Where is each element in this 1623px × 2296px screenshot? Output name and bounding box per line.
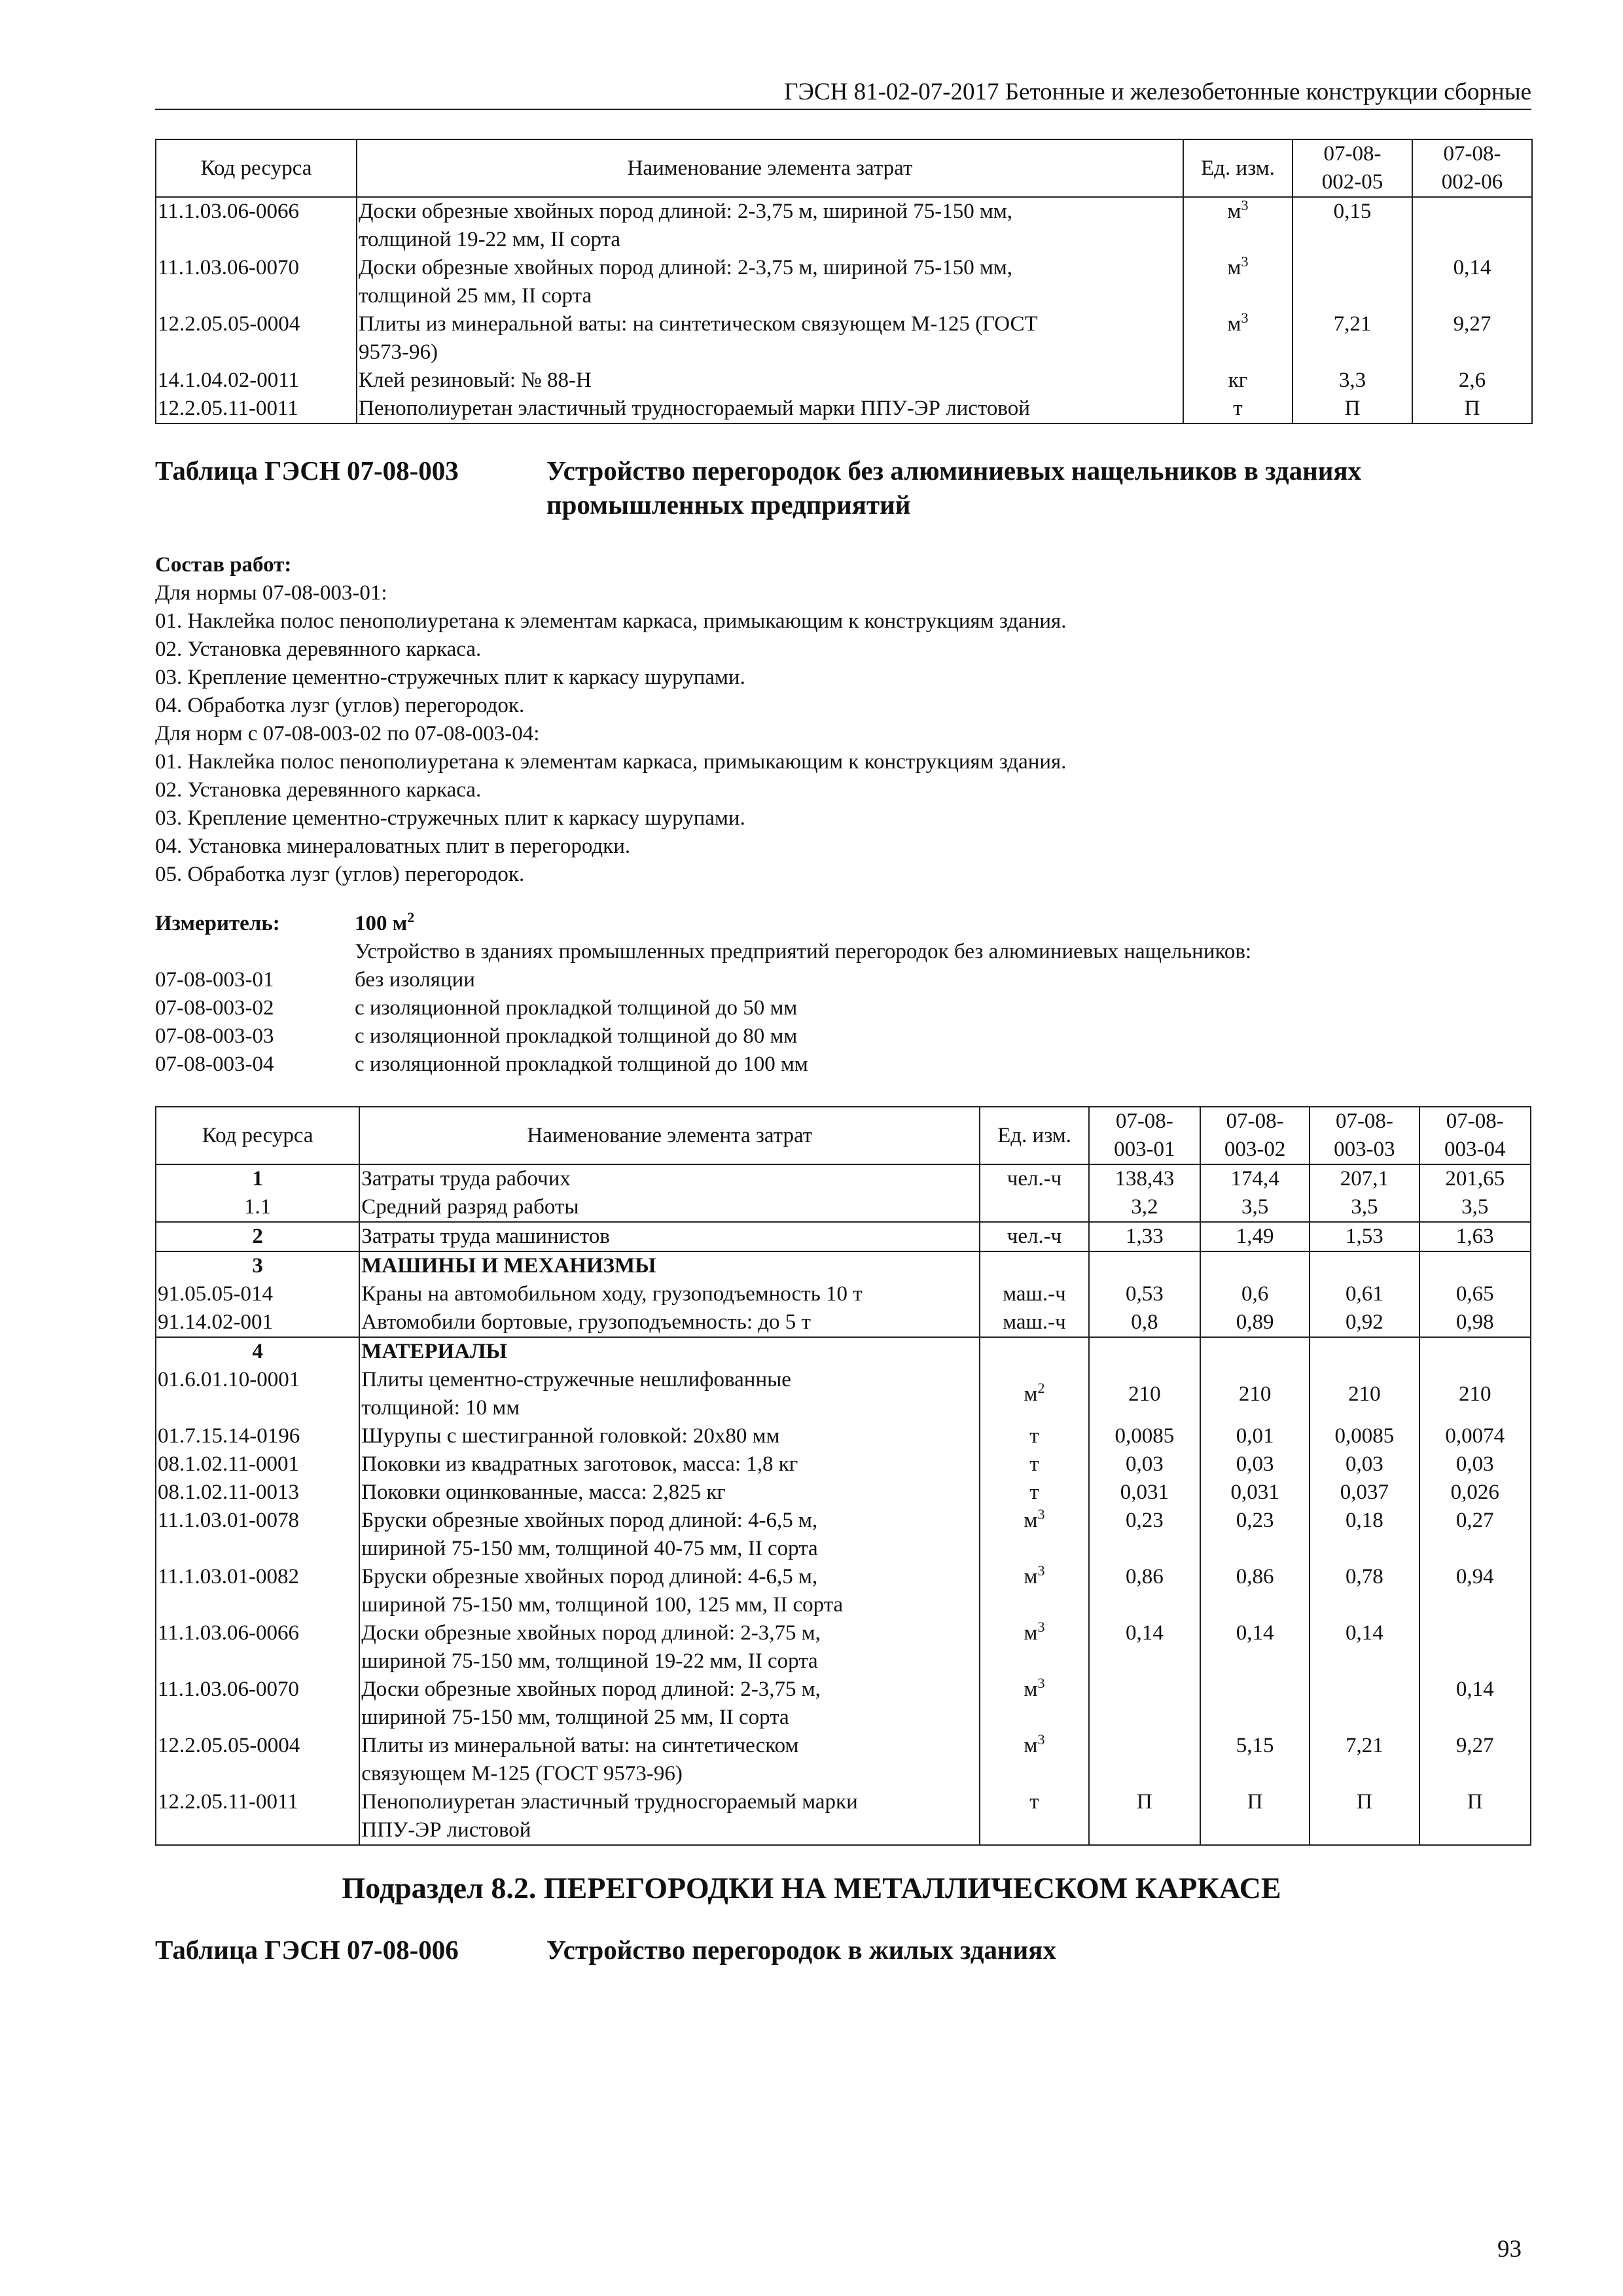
norm-value: [1310, 1251, 1419, 1280]
norm-value: 210: [1310, 1366, 1419, 1422]
resource-code: 3: [156, 1251, 359, 1280]
resource-unit: маш.-ч: [980, 1308, 1088, 1337]
work-step: 02. Установка деревянного каркаса.: [155, 778, 482, 802]
norm-value: 0,89: [1200, 1308, 1310, 1337]
norm-value: 0,14: [1089, 1619, 1200, 1676]
norm-value: 0,14: [1200, 1619, 1310, 1676]
resource-name: Автомобили бортовые, грузоподъемность: до 5 т: [359, 1308, 980, 1337]
norm-value: 210: [1419, 1366, 1531, 1422]
col-header-name: Наименование элемента затрат: [359, 1107, 980, 1164]
norm-value: 0,23: [1200, 1507, 1310, 1563]
meter-value: 100 $м^2$: [355, 909, 415, 935]
resource-code: 1: [156, 1164, 359, 1193]
norm-value: [1089, 1732, 1200, 1788]
resource-code: 08.1.02.11-0001: [156, 1450, 359, 1479]
norm-value: [1089, 1676, 1200, 1732]
table-row: [156, 1164, 1531, 1193]
norm-value: 138,43: [1089, 1164, 1200, 1193]
norm-text: с изоляционной прокладкой толщиной до 50 мм: [355, 996, 798, 1020]
resource-code: 12.2.05.11-0011: [156, 1788, 359, 1845]
resource-code: 08.1.02.11-0013: [156, 1479, 359, 1507]
resource-code: 12.2.05.05-0004: [156, 1732, 359, 1788]
work-composition: [155, 551, 1066, 889]
norm-value: [1419, 1251, 1531, 1280]
norm-value: 207,1: [1310, 1164, 1419, 1193]
norm-value: 174,4: [1200, 1164, 1310, 1193]
norm-value: [1412, 197, 1532, 254]
resource-code: 01.7.15.14-0196: [156, 1422, 359, 1450]
resource-unit: $м^3$: [980, 1732, 1088, 1788]
resource-name: Поковки из квадратных заготовок, масса: 1,8 кг: [359, 1450, 980, 1479]
resource-code: 11.1.03.06-0070: [156, 254, 357, 310]
norm-text: с изоляционной прокладкой толщиной до 80 мм: [355, 1024, 798, 1048]
work-step: 01. Наклейка полос пенополиуретана к элементам каркаса, примыкающим к конструкциям здания.: [155, 750, 1067, 774]
norm-value: 3,5: [1419, 1193, 1531, 1222]
norm-value: 0,026: [1419, 1479, 1531, 1507]
resource-name: Плиты из минеральной ваты: на синтетическом связующем М-125 (ГОСТ 9573-96): [359, 1732, 980, 1788]
work-step: 02. Установка деревянного каркаса.: [155, 637, 482, 661]
resource-name: Плиты из минеральной ваты: на синтетическом связующем М-125 (ГОСТ 9573-96): [357, 310, 1183, 367]
resource-name: Поковки оцинкованные, масса: 2,825 кг: [359, 1479, 980, 1507]
meter-label: Измеритель:: [155, 912, 280, 935]
norm-value: 3,5: [1310, 1193, 1419, 1222]
resource-unit: $м^2$: [980, 1366, 1088, 1422]
norm-value: 0,031: [1200, 1479, 1310, 1507]
resource-name: МАТЕРИАЛЫ: [359, 1337, 980, 1366]
resource-unit: [980, 1193, 1088, 1222]
resource-name: Плиты цементно-стружечные нешлифованные толщиной: 10 мм: [359, 1366, 980, 1422]
norm-value: 210: [1200, 1366, 1310, 1422]
norm-value: [1089, 1251, 1200, 1280]
resource-unit: $м^3$: [980, 1619, 1088, 1676]
col-header-norm: 07-08- 002-05: [1293, 139, 1412, 197]
resource-unit: т: [980, 1479, 1088, 1507]
resource-unit: $м^3$: [980, 1563, 1088, 1619]
norm-value: 201,65: [1419, 1164, 1531, 1193]
resource-code: 12.2.05.11-0011: [156, 395, 357, 423]
col-header-code: Код ресурса: [156, 1107, 359, 1164]
resource-code: 12.2.05.05-0004: [156, 310, 357, 367]
meter-block: [155, 910, 1531, 1079]
table-row: [156, 1308, 1531, 1337]
norm-entry: [155, 994, 1531, 1022]
norm-value: П: [1310, 1788, 1419, 1845]
resource-unit: $м^3$: [980, 1507, 1088, 1563]
norm-value: 0,98: [1419, 1308, 1531, 1337]
resource-unit: $м^3$: [1183, 197, 1293, 254]
table-row: [156, 1193, 1531, 1222]
work-step: Для норм с 07-08-003-02 по 07-08-003-04:: [155, 722, 540, 745]
norm-text: без изоляции: [355, 968, 475, 992]
norm-value: 3,3: [1293, 367, 1412, 395]
norm-value: 0,031: [1089, 1479, 1200, 1507]
next-table-label: Таблица ГЭСН 07-08-006: [155, 1935, 459, 1965]
norm-value: 0,61: [1310, 1280, 1419, 1308]
norm-value: 0,15: [1293, 197, 1412, 254]
resource-unit: т: [1183, 395, 1293, 423]
norm-value: 9,27: [1412, 310, 1532, 367]
norm-value: [1200, 1251, 1310, 1280]
norm-text: с изоляционной прокладкой толщиной до 100 мм: [355, 1052, 808, 1076]
norm-value: 2,6: [1412, 367, 1532, 395]
resource-code: 1.1: [156, 1193, 359, 1222]
table-row: [156, 1676, 1531, 1732]
resource-name: Доски обрезные хвойных пород длиной: 2-3,75 м, шириной 75-150 мм, толщиной 19-22 мм, II сорта: [357, 197, 1183, 254]
norm-value: [1200, 1337, 1310, 1366]
norm-value: П: [1419, 1788, 1531, 1845]
resource-unit: $м^3$: [1183, 254, 1293, 310]
table-row: [156, 1337, 1531, 1366]
norm-value: 0,86: [1089, 1563, 1200, 1619]
resource-unit: т: [980, 1788, 1088, 1845]
norm-value: 7,21: [1310, 1732, 1419, 1788]
resource-code: 2: [156, 1222, 359, 1251]
resource-unit: т: [980, 1422, 1088, 1450]
norm-value: П: [1412, 395, 1532, 423]
resource-unit: [980, 1337, 1088, 1366]
resource-name: Затраты труда рабочих: [359, 1164, 980, 1193]
resource-name: Краны на автомобильном ходу, грузоподъемность 10 т: [359, 1280, 980, 1308]
norm-value: 0,53: [1089, 1280, 1200, 1308]
resource-name: Клей резиновый: № 88-Н: [357, 367, 1183, 395]
norm-value: [1310, 1676, 1419, 1732]
work-step: 04. Обработка лузг (углов) перегородок.: [155, 694, 525, 717]
norm-value: [1419, 1619, 1531, 1676]
resource-code: 11.1.03.06-0066: [156, 197, 357, 254]
norm-value: 0,23: [1089, 1507, 1200, 1563]
table-row: [156, 1422, 1531, 1450]
next-table-title: Устройство перегородок в жилых зданиях: [546, 1935, 1056, 1965]
norm-value: [1310, 1337, 1419, 1366]
resource-code: 11.1.03.01-0078: [156, 1507, 359, 1563]
col-header-unit: Ед. изм.: [980, 1107, 1088, 1164]
table-row: [156, 1788, 1531, 1845]
col-header-norm: 07-08- 003-01: [1089, 1107, 1200, 1164]
norm-value: 0,03: [1310, 1450, 1419, 1479]
resource-unit: $м^3$: [1183, 310, 1293, 367]
resource-unit: чел.-ч: [980, 1164, 1088, 1193]
table-row: [156, 1619, 1531, 1676]
norm-value: 0,0085: [1310, 1422, 1419, 1450]
resource-code: 01.6.01.10-0001: [156, 1366, 359, 1422]
norm-value: 9,27: [1419, 1732, 1531, 1788]
resource-name: Пенополиуретан эластичный трудносгораемый марки ППУ-ЭР листовой: [359, 1788, 980, 1845]
resource-name: Бруски обрезные хвойных пород длиной: 4-6,5 м, шириной 75-150 мм, толщиной 40-75 мм, II сорта: [359, 1507, 980, 1563]
table-row: [156, 1280, 1531, 1308]
norm-value: 0,03: [1419, 1450, 1531, 1479]
table-row: [156, 1251, 1531, 1280]
resource-unit: маш.-ч: [980, 1280, 1088, 1308]
resource-code: 11.1.03.01-0082: [156, 1563, 359, 1619]
resource-code: 91.14.02-001: [156, 1308, 359, 1337]
norm-value: 0,03: [1089, 1450, 1200, 1479]
norm-value: 210: [1089, 1366, 1200, 1422]
table-row: [156, 1450, 1531, 1479]
resource-name: Пенополиуретан эластичный трудносгораемый марки ППУ-ЭР листовой: [357, 395, 1183, 423]
table-label: Таблица ГЭСН 07-08-003: [155, 456, 459, 486]
norm-value: [1200, 1676, 1310, 1732]
norm-value: 3,5: [1200, 1193, 1310, 1222]
resource-name: МАШИНЫ И МЕХАНИЗМЫ: [359, 1251, 980, 1280]
norm-value: П: [1200, 1788, 1310, 1845]
resource-unit: т: [980, 1450, 1088, 1479]
resource-code: 14.1.04.02-0011: [156, 367, 357, 395]
work-step: 03. Крепление цементно-стружечных плит к каркасу шурупами.: [155, 806, 745, 830]
norm-value: 7,21: [1293, 310, 1412, 367]
norm-value: 1,63: [1419, 1222, 1531, 1251]
resource-unit: чел.-ч: [980, 1222, 1088, 1251]
table-row: [156, 395, 1532, 423]
col-header-norm: 07-08- 003-03: [1310, 1107, 1419, 1164]
resource-code: 4: [156, 1337, 359, 1366]
norm-entry: [155, 1022, 1531, 1050]
norm-value: 0,27: [1419, 1507, 1531, 1563]
norm-value: 0,03: [1200, 1450, 1310, 1479]
norm-value: 1,49: [1200, 1222, 1310, 1251]
table-row: [156, 1732, 1531, 1788]
table-row: [156, 310, 1532, 367]
norm-value: [1419, 1337, 1531, 1366]
norm-value: 0,6: [1200, 1280, 1310, 1308]
norm-code: 07-08-003-04: [155, 1052, 274, 1076]
table-row: [156, 367, 1532, 395]
table-row: [156, 197, 1532, 254]
resource-table-07-08-002: [155, 139, 1533, 424]
resource-name: Затраты труда машинистов: [359, 1222, 980, 1251]
norm-value: 0,65: [1419, 1280, 1531, 1308]
table-title: Устройство перегородок без алюминиевых нащельников в зданиях промышленных предприятий: [546, 456, 1362, 520]
table-row: [156, 254, 1532, 310]
col-header-code: Код ресурса: [156, 139, 357, 197]
norm-value: [1293, 254, 1412, 310]
table-row: [156, 1563, 1531, 1619]
resource-table-07-08-003: [155, 1106, 1531, 1846]
norm-value: 3,2: [1089, 1193, 1200, 1222]
norm-value: П: [1293, 395, 1412, 423]
work-step: 03. Крепление цементно-стружечных плит к каркасу шурупами.: [155, 666, 745, 689]
col-header-norm: 07-08- 003-04: [1419, 1107, 1531, 1164]
work-step: Для нормы 07-08-003-01:: [155, 581, 387, 605]
norm-value: 0,78: [1310, 1563, 1419, 1619]
table-header-row: [156, 1107, 1531, 1164]
norm-value: 0,0085: [1089, 1422, 1200, 1450]
table-header-row: [156, 139, 1532, 197]
resource-name: Шурупы с шестигранной головкой: 20х80 мм: [359, 1422, 980, 1450]
resource-unit: $м^3$: [980, 1676, 1088, 1732]
resource-code: 91.05.05-014: [156, 1280, 359, 1308]
norm-value: 1,53: [1310, 1222, 1419, 1251]
resource-unit: [980, 1251, 1088, 1280]
norm-value: [1089, 1337, 1200, 1366]
work-step: 05. Обработка лузг (углов) перегородок.: [155, 863, 525, 886]
work-heading: Состав работ:: [155, 553, 292, 577]
col-header-norm: 07-08- 002-06: [1412, 139, 1532, 197]
norm-code: 07-08-003-02: [155, 996, 274, 1020]
norm-value: 0,0074: [1419, 1422, 1531, 1450]
norm-value: 0,18: [1310, 1507, 1419, 1563]
norm-value: 0,94: [1419, 1563, 1531, 1619]
norm-entry: [155, 1050, 1531, 1079]
meter-description: Устройство в зданиях промышленных предприятий перегородок без алюминиевых нащельников:: [355, 940, 1252, 963]
resource-name: Бруски обрезные хвойных пород длиной: 4-6,5 м, шириной 75-150 мм, толщиной 100, 125 мм, II сорта: [359, 1563, 980, 1619]
table-row: [156, 1507, 1531, 1563]
work-step: 04. Установка минераловатных плит в перегородки.: [155, 834, 631, 858]
resource-unit: кг: [1183, 367, 1293, 395]
norm-value: 0,037: [1310, 1479, 1419, 1507]
col-header-name: Наименование элемента затрат: [357, 139, 1183, 197]
resource-name: Доски обрезные хвойных пород длиной: 2-3,75 м, шириной 75-150 мм, толщиной 19-22 мм, II сорта: [359, 1619, 980, 1676]
norm-value: 0,14: [1310, 1619, 1419, 1676]
col-header-unit: Ед. изм.: [1183, 139, 1293, 197]
running-header: ГЭСН 81-02-07-2017 Бетонные и железобетонные конструкции сборные: [155, 76, 1531, 110]
norm-code: 07-08-003-03: [155, 1024, 274, 1048]
page-number: 93: [1497, 2236, 1522, 2263]
subsection-title: Подраздел 8.2. ПЕРЕГОРОДКИ НА МЕТАЛЛИЧЕСКОМ КАРКАСЕ: [342, 1871, 1281, 1905]
col-header-norm: 07-08- 003-02: [1200, 1107, 1310, 1164]
norm-entry: [155, 966, 1531, 994]
resource-name: Средний разряд работы: [359, 1193, 980, 1222]
resource-code: 11.1.03.06-0066: [156, 1619, 359, 1676]
norm-value: 1,33: [1089, 1222, 1200, 1251]
table-row: [156, 1366, 1531, 1422]
resource-code: 11.1.03.06-0070: [156, 1676, 359, 1732]
table-row: [156, 1479, 1531, 1507]
norm-value: 0,92: [1310, 1308, 1419, 1337]
norm-value: 0,14: [1419, 1676, 1531, 1732]
resource-name: Доски обрезные хвойных пород длиной: 2-3,75 м, шириной 75-150 мм, толщиной 25 мм, II сорта: [357, 254, 1183, 310]
table-row: [156, 1222, 1531, 1251]
norm-value: 0,01: [1200, 1422, 1310, 1450]
norm-value: 0,86: [1200, 1563, 1310, 1619]
norm-value: 0,8: [1089, 1308, 1200, 1337]
norm-value: 5,15: [1200, 1732, 1310, 1788]
norm-code: 07-08-003-01: [155, 968, 274, 992]
resource-name: Доски обрезные хвойных пород длиной: 2-3,75 м, шириной 75-150 мм, толщиной 25 мм, II сорта: [359, 1676, 980, 1732]
norm-value: П: [1089, 1788, 1200, 1845]
norm-value: 0,14: [1412, 254, 1532, 310]
work-step: 01. Наклейка полос пенополиуретана к элементам каркаса, примыкающим к конструкциям здания.: [155, 609, 1067, 633]
